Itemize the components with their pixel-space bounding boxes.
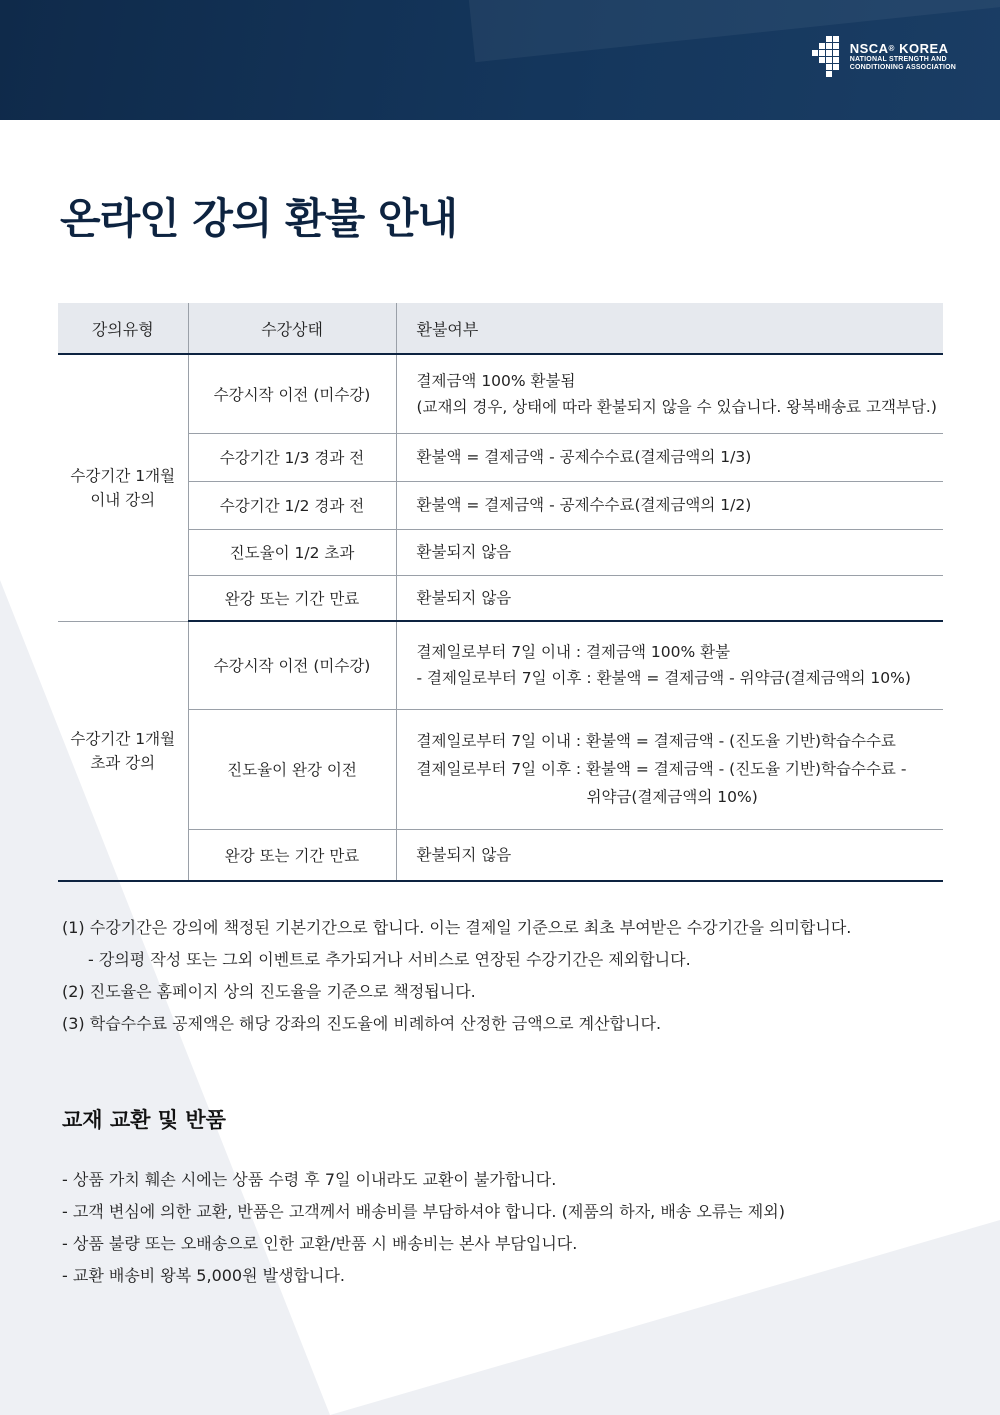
refund-cell: 환불액 = 결제금액 - 공제수수료(결제금액의 1/2) <box>396 481 943 529</box>
table-row <box>58 481 943 529</box>
refund-line: (교재의 경우, 상태에 따라 환불되지 않을 수 있습니다. 왕복배송료 고객부담.) <box>416 397 937 416</box>
logo-korea: KOREA <box>899 41 949 56</box>
course-type-line: 초과 강의 <box>90 753 156 772</box>
nsca-logo <box>812 36 956 78</box>
refund-cell: 환불되지 않음 <box>396 575 943 621</box>
refund-cell: 환불되지 않음 <box>396 829 943 881</box>
note-item: (3) 학습수수료 공제액은 해당 강좌의 진도율에 비례하여 산정한 금액으로 계산합니다. <box>62 1014 662 1033</box>
status-cell: 진도율이 1/2 초과 <box>188 529 396 575</box>
header-refund: 환불여부 <box>396 303 943 354</box>
logo-reg: ® <box>888 44 895 53</box>
refund-cell: 환불되지 않음 <box>396 529 943 575</box>
notes-list <box>62 912 851 1040</box>
refund-line: 결제일로부터 7일 이내 : 결제금액 100% 환불 <box>416 643 731 662</box>
status-cell: 진도율이 완강 이전 <box>188 709 396 829</box>
course-type-line: 수강기간 1개월 <box>70 466 176 485</box>
header-status: 수강상태 <box>188 303 396 354</box>
course-type-line: 이내 강의 <box>90 490 156 509</box>
logo-subtitle-1: NATIONAL STRENGTH AND <box>849 56 947 63</box>
refund-line: 결제일로부터 7일 이후 : 환불액 = 결제금액 - (진도율 기반)학습수수료 - <box>416 760 907 778</box>
exchange-item: - 상품 불량 또는 오배송으로 인한 교환/반품 시 배송비는 본사 부담입니다. <box>62 1234 578 1253</box>
note-item: (2) 진도율은 홈페이지 상의 진도율을 기준으로 책정됩니다. <box>62 982 476 1001</box>
table-row <box>58 829 943 881</box>
note-item: (1) 수강기간은 강의에 책정된 기본기간으로 합니다. 이는 결제일 기준으로 최초 부여받은 수강기간을 의미합니다. <box>62 918 852 937</box>
status-cell: 완강 또는 기간 만료 <box>188 575 396 621</box>
status-cell: 완강 또는 기간 만료 <box>188 829 396 881</box>
table-row <box>58 354 943 433</box>
header-course-type: 강의유형 <box>58 303 188 354</box>
status-cell: 수강기간 1/3 경과 전 <box>188 433 396 481</box>
refund-line: - 결제일로부터 7일 이후 : 환불액 = 결제금액 - 위약금(결제금액의 10%) <box>416 669 911 688</box>
refund-line: 결제일로부터 7일 이내 : 환불액 = 결제금액 - (진도율 기반)학습수수료 <box>416 732 896 750</box>
nsca-logo-icon <box>812 36 846 78</box>
status-cell: 수강기간 1/2 경과 전 <box>188 481 396 529</box>
exchange-section-title: 교재 교환 및 반품 <box>62 1108 226 1132</box>
logo-nsca: NSCA <box>849 41 889 56</box>
logo-subtitle-2: CONDITIONING ASSOCIATION <box>849 64 956 71</box>
course-type-cell <box>58 354 188 621</box>
refund-table <box>58 303 943 882</box>
course-type-cell <box>58 621 188 881</box>
logo-title <box>850 42 956 56</box>
refund-cell <box>396 621 943 709</box>
refund-cell: 환불액 = 결제금액 - 공제수수료(결제금액의 1/3) <box>396 433 943 481</box>
refund-cell <box>396 709 943 829</box>
table-header-row <box>58 303 943 354</box>
logo-text <box>850 42 956 72</box>
table-row <box>58 433 943 481</box>
status-cell: 수강시작 이전 (미수강) <box>188 621 396 709</box>
refund-line: 위약금(결제금액의 10%) <box>586 788 758 806</box>
table-row <box>58 709 943 829</box>
exchange-item: - 교환 배송비 왕복 5,000원 발생합니다. <box>62 1266 346 1285</box>
note-item: - 강의평 작성 또는 그외 이벤트로 추가되거나 서비스로 연장된 수강기간은 제외합니다. <box>88 950 691 969</box>
exchange-list <box>62 1164 785 1292</box>
page-title: 온라인 강의 환불 안내 <box>60 194 458 243</box>
exchange-item: - 상품 가치 훼손 시에는 상품 수령 후 7일 이내라도 교환이 불가합니다. <box>62 1170 557 1189</box>
refund-cell <box>396 354 943 433</box>
exchange-item: - 고객 변심에 의한 교환, 반품은 고객께서 배송비를 부담하셔야 합니다. (제품의 하자, 배송 오류는 제외) <box>62 1202 785 1221</box>
header-banner <box>0 0 1000 120</box>
table-row <box>58 621 943 709</box>
table-row <box>58 529 943 575</box>
status-cell: 수강시작 이전 (미수강) <box>188 354 396 433</box>
table-row <box>58 575 943 621</box>
refund-line: 결제금액 100% 환불됨 <box>416 371 576 390</box>
course-type-line: 수강기간 1개월 <box>70 729 176 748</box>
